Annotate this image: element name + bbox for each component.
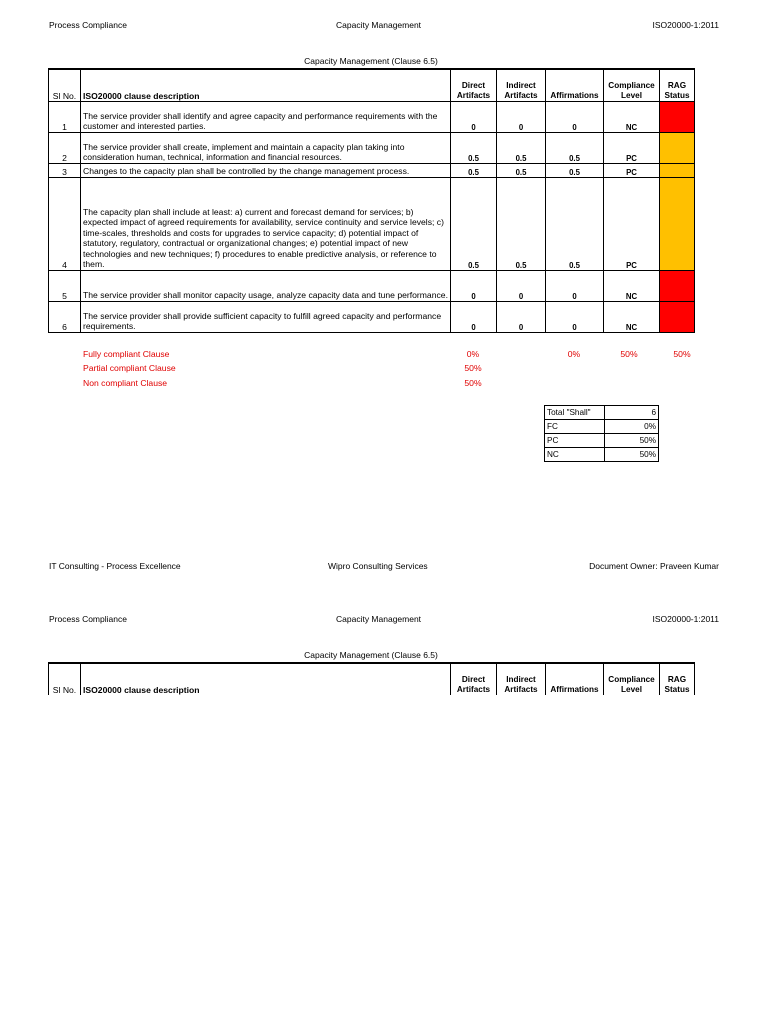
affirmations-value: 0 xyxy=(546,270,604,301)
summary-fully-level: 50% xyxy=(620,349,638,359)
clause-description: Changes to the capacity plan shall be controlled by the change management process. xyxy=(81,163,451,177)
stat-label: NC xyxy=(545,448,605,462)
affirmations-value: 0.5 xyxy=(546,132,604,163)
page-footer-left: IT Consulting - Process Excellence xyxy=(49,561,181,571)
table-row xyxy=(545,448,659,462)
direct-artifacts-value: 0 xyxy=(451,101,497,132)
clause-description: The service provider shall identify and agree capacity and performance requirements with the customer and interested parties. xyxy=(81,101,451,132)
page-footer-center: Wipro Consulting Services xyxy=(328,561,428,571)
compliance-level-value: NC xyxy=(604,301,660,332)
direct-artifacts-value: 0.5 xyxy=(451,177,497,270)
table-row xyxy=(49,101,695,132)
compliance-table xyxy=(48,68,695,333)
summary-fully-affirm: 0% xyxy=(567,349,581,359)
table-row xyxy=(545,420,659,434)
col-header-affirmations: Affirmations xyxy=(546,663,604,695)
compliance-level-value: PC xyxy=(604,132,660,163)
table-row xyxy=(545,434,659,448)
table-row xyxy=(49,270,695,301)
stat-label: Total "Shall" xyxy=(545,406,605,420)
page-footer-right: Document Owner: Praveen Kumar xyxy=(589,561,719,571)
summary-fully-rag: 50% xyxy=(673,349,691,359)
indirect-artifacts-value: 0 xyxy=(497,270,546,301)
page2-table-caption: Capacity Management (Clause 6.5) xyxy=(304,650,438,660)
col-header-rag-status: RAG Status xyxy=(660,663,695,695)
stat-label: FC xyxy=(545,420,605,434)
rag-status-cell xyxy=(660,132,695,163)
stat-value: 50% xyxy=(605,448,659,462)
page-header-center: Capacity Management xyxy=(336,20,422,30)
row-number: 4 xyxy=(49,177,81,270)
direct-artifacts-value: 0 xyxy=(451,301,497,332)
summary-fully-direct: 0% xyxy=(466,349,480,359)
col-header-compliance-level: Compliance Level xyxy=(604,69,660,101)
indirect-artifacts-value: 0.5 xyxy=(497,163,546,177)
direct-artifacts-value: 0.5 xyxy=(451,163,497,177)
stat-value: 50% xyxy=(605,434,659,448)
col-header-indirect-artifacts: Indirect Artifacts xyxy=(497,663,546,695)
page2-header-center: Capacity Management xyxy=(336,614,422,624)
rag-status-cell xyxy=(660,163,695,177)
compliance-level-value: PC xyxy=(604,177,660,270)
page2-compliance-table xyxy=(48,662,695,695)
rag-status-cell xyxy=(660,177,695,270)
stat-value: 0% xyxy=(605,420,659,434)
indirect-artifacts-value: 0 xyxy=(497,101,546,132)
row-number: 1 xyxy=(49,101,81,132)
affirmations-value: 0.5 xyxy=(546,163,604,177)
summary-non-label: Non compliant Clause xyxy=(83,378,168,388)
summary-partial-direct: 50% xyxy=(464,363,482,373)
clause-description: The capacity plan shall include at least: a) current and forecast demand for services; b) expected impact of agreed requirements for availability, service continuity and service levels; c) time-scales, thresholds and costs for upgrades to service capacity; d) potential impact of statutory, regulatory, contractual or organizational changes; e) potential impact of new technologies and new techniques; f) procedures to enable predictive analysis, or reference to them. xyxy=(81,177,451,270)
page-header-right: ISO20000-1:2011 xyxy=(652,20,719,30)
summary-partial-label: Partial compliant Clause xyxy=(83,363,176,373)
affirmations-value: 0.5 xyxy=(546,177,604,270)
indirect-artifacts-value: 0.5 xyxy=(497,177,546,270)
col-header-description: ISO20000 clause description xyxy=(81,663,451,695)
compliance-level-value: NC xyxy=(604,270,660,301)
table-row xyxy=(49,163,695,177)
col-header-compliance-level: Compliance Level xyxy=(604,663,660,695)
col-header-direct-artifacts: Direct Artifacts xyxy=(451,663,497,695)
row-number: 6 xyxy=(49,301,81,332)
table-row xyxy=(545,406,659,420)
col-header-sl-no: Sl No. xyxy=(49,663,81,695)
table-caption: Capacity Management (Clause 6.5) xyxy=(304,56,438,66)
col-header-direct-artifacts: Direct Artifacts xyxy=(451,69,497,101)
col-header-description: ISO20000 clause description xyxy=(81,69,451,101)
affirmations-value: 0 xyxy=(546,101,604,132)
stat-label: PC xyxy=(545,434,605,448)
compliance-level-value: PC xyxy=(604,163,660,177)
stat-value: 6 xyxy=(605,406,659,420)
page-header-left: Process Compliance xyxy=(49,20,127,30)
col-header-affirmations: Affirmations xyxy=(546,69,604,101)
stats-table xyxy=(544,405,659,462)
page2-header-right: ISO20000-1:2011 xyxy=(652,614,719,624)
indirect-artifacts-value: 0 xyxy=(497,301,546,332)
row-number: 3 xyxy=(49,163,81,177)
clause-description: The service provider shall create, implement and maintain a capacity plan taking into consideration human, technical, information and financial resources. xyxy=(81,132,451,163)
col-header-indirect-artifacts: Indirect Artifacts xyxy=(497,69,546,101)
table-row xyxy=(49,132,695,163)
table-row xyxy=(49,301,695,332)
summary-non-direct: 50% xyxy=(464,378,482,388)
affirmations-value: 0 xyxy=(546,301,604,332)
table-row xyxy=(49,177,695,270)
direct-artifacts-value: 0 xyxy=(451,270,497,301)
rag-status-cell xyxy=(660,301,695,332)
row-number: 2 xyxy=(49,132,81,163)
compliance-level-value: NC xyxy=(604,101,660,132)
rag-status-cell xyxy=(660,270,695,301)
row-number: 5 xyxy=(49,270,81,301)
clause-description: The service provider shall provide sufficient capacity to fulfill agreed capacity and performance requirements. xyxy=(81,301,451,332)
clause-description: The service provider shall monitor capacity usage, analyze capacity data and tune performance. xyxy=(81,270,451,301)
direct-artifacts-value: 0.5 xyxy=(451,132,497,163)
col-header-rag-status: RAG Status xyxy=(660,69,695,101)
col-header-sl-no: Sl No. xyxy=(49,69,81,101)
rag-status-cell xyxy=(660,101,695,132)
summary-fully-label: Fully compliant Clause xyxy=(83,349,170,359)
indirect-artifacts-value: 0.5 xyxy=(497,132,546,163)
page2-header-left: Process Compliance xyxy=(49,614,127,624)
